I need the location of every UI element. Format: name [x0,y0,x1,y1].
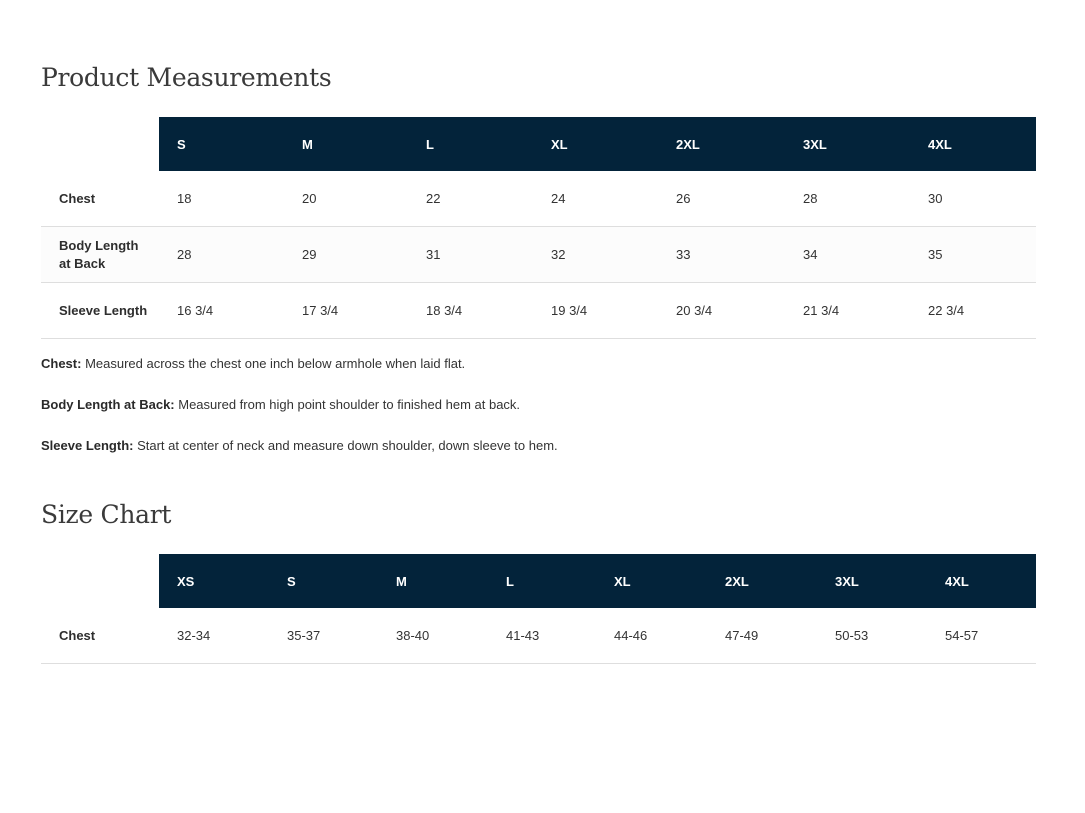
size-range-cell: 38-40 [378,608,488,664]
table-header-row [41,554,1036,608]
measurement-cell: 29 [284,227,408,283]
size-header: 3XL [817,554,927,608]
note-chest [41,356,1036,372]
product-measurements-title: Product Measurements [41,63,332,92]
measurement-cell: 24 [533,171,658,227]
measurement-cell: 26 [658,171,785,227]
size-range-cell: 50-53 [817,608,927,664]
note-text: Measured from high point shoulder to finished hem at back. [174,397,521,412]
size-header: XL [533,117,658,171]
table-row [41,608,1036,664]
header-corner-cell [41,117,159,171]
size-range-cell: 41-43 [488,608,596,664]
note-body-length [41,397,1036,413]
note-term: Sleeve Length: [41,438,134,453]
table-row [41,227,1036,283]
measurement-cell: 32 [533,227,658,283]
note-text: Start at center of neck and measure down shoulder, down sleeve to hem. [133,438,558,453]
row-label: Body Length at Back [41,227,159,283]
measurement-cell: 16 3/4 [159,283,284,339]
note-text: Measured across the chest one inch below armhole when laid flat. [81,356,466,371]
size-header: 3XL [785,117,910,171]
measurement-cell: 34 [785,227,910,283]
size-header: S [269,554,378,608]
size-header: 4XL [910,117,1036,171]
note-term: Body Length at Back: [41,397,175,412]
measurement-cell: 20 3/4 [658,283,785,339]
size-range-cell: 47-49 [707,608,817,664]
measurement-notes [41,356,1036,479]
measurement-cell: 21 3/4 [785,283,910,339]
size-header: L [408,117,533,171]
size-header: M [378,554,488,608]
note-sleeve-length [41,438,1036,454]
size-header: 2XL [658,117,785,171]
size-header: XL [596,554,707,608]
size-header: XS [159,554,269,608]
size-header: L [488,554,596,608]
measurement-cell: 28 [785,171,910,227]
header-corner-cell [41,554,159,608]
size-chart-table [41,554,1036,664]
measurement-cell: 20 [284,171,408,227]
table-row [41,283,1036,339]
size-range-cell: 35-37 [269,608,378,664]
size-header: 2XL [707,554,817,608]
measurement-cell: 35 [910,227,1036,283]
size-range-cell: 32-34 [159,608,269,664]
size-header: M [284,117,408,171]
row-label: Chest [41,171,159,227]
measurement-cell: 22 3/4 [910,283,1036,339]
size-range-cell: 44-46 [596,608,707,664]
measurement-cell: 19 3/4 [533,283,658,339]
size-chart-title: Size Chart [41,500,172,529]
row-label: Chest [41,608,159,664]
measurement-cell: 28 [159,227,284,283]
table-header-row [41,117,1036,171]
measurement-cell: 18 3/4 [408,283,533,339]
measurement-cell: 30 [910,171,1036,227]
measurement-cell: 18 [159,171,284,227]
table-row [41,171,1036,227]
size-range-cell: 54-57 [927,608,1036,664]
measurement-cell: 22 [408,171,533,227]
size-header: S [159,117,284,171]
measurement-cell: 33 [658,227,785,283]
product-measurements-table [41,117,1036,339]
note-term: Chest: [41,356,82,371]
row-label: Sleeve Length [41,283,159,339]
measurement-cell: 17 3/4 [284,283,408,339]
measurement-cell: 31 [408,227,533,283]
size-header: 4XL [927,554,1036,608]
